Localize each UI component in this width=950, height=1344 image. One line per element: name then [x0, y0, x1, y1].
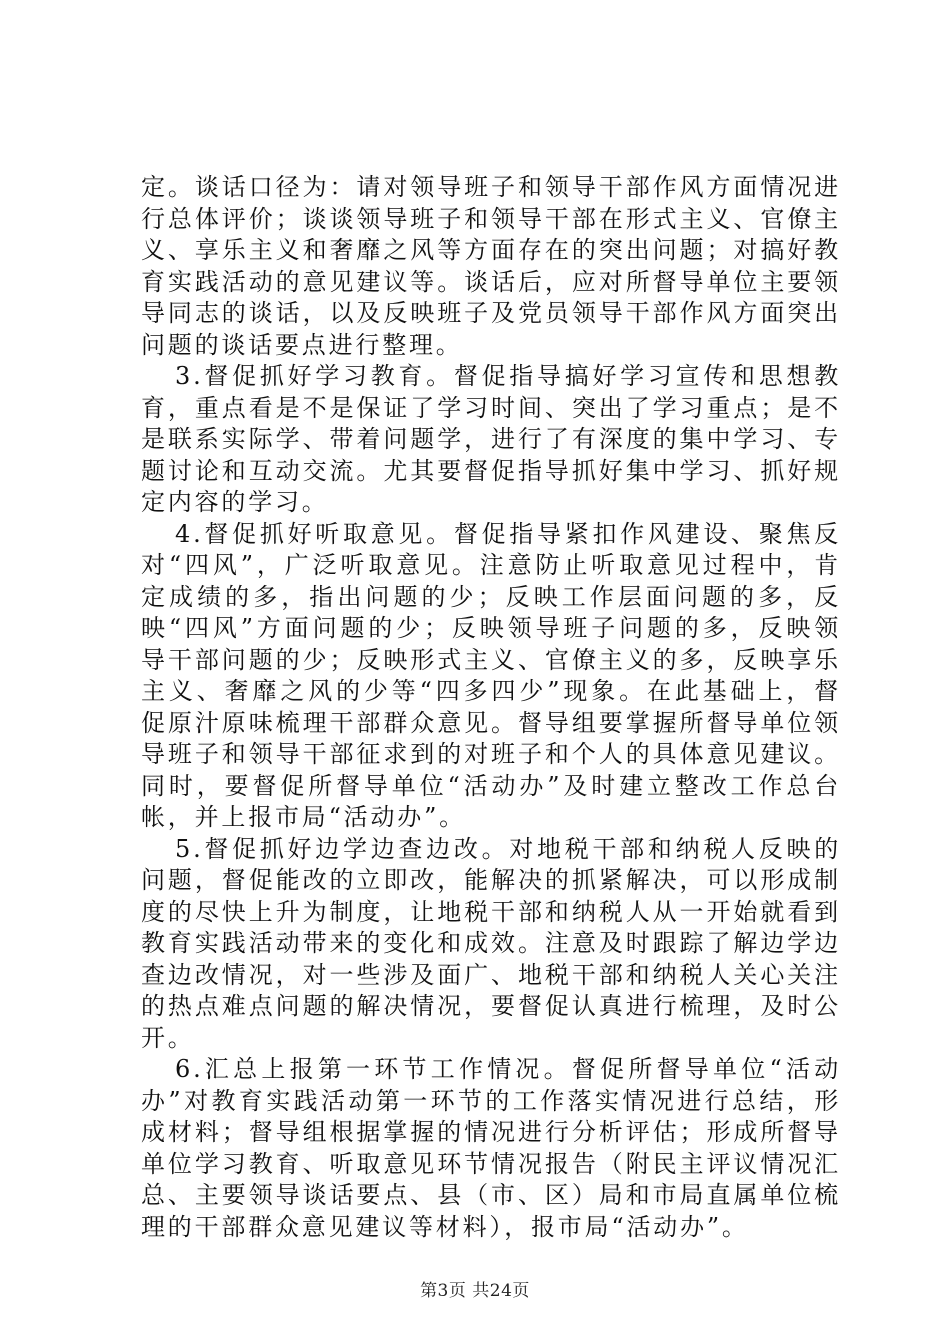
paragraph-item-3-study-education: 3.督促抓好学习教育。督促指导搞好学习宣传和思想教育，重点看是不是保证了学习时间、突出了学习重点；是不是联系实际学、带着问题学，进行了有深度的集中学习、专题讨论和互动交流。尤其要督促指导抓好集中学习、抓好规定内容的学习。 [141, 362, 841, 516]
page-footer: 第3页 共24页 [420, 1281, 530, 1301]
paragraph-item-5-learn-check-correct: 5.督促抓好边学边查边改。对地税干部和纳税人反映的问题，督促能改的立即改，能解决的抓紧解决，可以形成制度的尽快上升为制度，让地税干部和纳税人从一开始就看到教育实践活动带来的变化和成效。注意及时跟踪了解边学边查边改情况，对一些涉及面广、地税干部和纳税人关心关注的热点难点问题的解决情况，要督促认真进行梳理，及时公开。 [141, 834, 841, 1052]
paragraph-interview-continuation: 定。谈话口径为：请对领导班子和领导干部作风方面情况进行总体评价；谈谈领导班子和领导干部在形式主义、官僚主义、享乐主义和奢靡之风等方面存在的突出问题；对搞好教育实践活动的意见建议等。谈话后，应对所督导单位主要领导同志的谈话，以及反映班子及党员领导干部作风方面突出问题的谈话要点进行整理。 [141, 173, 841, 359]
document-body [141, 172, 841, 1243]
paragraph-item-4-listen-opinions: 4.督促抓好听取意见。督促指导紧扣作风建设、聚焦反对“四风”，广泛听取意见。注意防止听取意见过程中，肯定成绩的多，指出问题的少；反映工作层面问题的多，反映“四风”方面问题的少；反映领导班子问题的多，反映领导干部问题的少；反映形式主义、官僚主义的多，反映享乐主义、奢靡之风的少等“四多四少”现象。在此基础上，督促原汁原味梳理干部群众意见。督导组要掌握所督导单位领导班子和领导干部征求到的对班子和个人的具体意见建议。同时，要督促所督导单位“活动办”及时建立整改工作总台帐，并上报市局“活动办”。 [141, 519, 841, 831]
paragraph-item-6-summary-report: 6.汇总上报第一环节工作情况。督促所督导单位“活动办”对教育实践活动第一环节的工作落实情况进行总结，形成材料；督导组根据掌握的情况进行分析评估；形成所督导单位学习教育、听取意见环节情况报告（附民主评议情况汇总、主要领导谈话要点、县（市、区）局和市局直属单位梳理的干部群众意见建议等材料），报市局“活动办”。 [141, 1055, 841, 1241]
